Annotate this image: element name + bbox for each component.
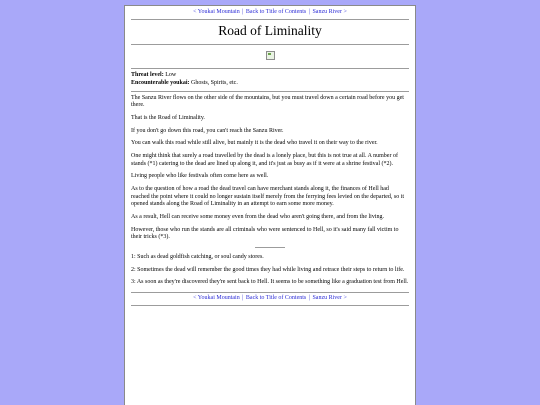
location-info (131, 69, 409, 90)
encounterable-youkai (131, 80, 409, 88)
footnote: 3: As soon as they're discovered they're sent back to Hell. It seems to be something like a graduation test from Hell. (131, 279, 409, 286)
footnotes (131, 254, 409, 287)
nav-separator: | (242, 294, 244, 301)
paragraph: The Sanzu River flows on the other side of the mountains, but you must travel down a certain road before you get there. (131, 94, 404, 109)
table-of-contents-link[interactable]: Back to Title of Contents (245, 294, 307, 301)
nav-separator: | (242, 9, 244, 15)
threat-level-value: Low (165, 72, 177, 79)
prev-page-link[interactable]: < Youkai Mountain (193, 294, 240, 301)
paragraph: If you don't go down this road, you can't reach the Sanzu River. (131, 127, 284, 134)
image-container (131, 45, 409, 69)
prev-page-link[interactable]: < Youkai Mountain (193, 9, 240, 15)
footnote-divider (255, 247, 285, 248)
page-title: Road of Liminality (218, 22, 322, 38)
bottom-navigation (131, 293, 409, 305)
paragraph: Living people who like festivals often come here as well. (131, 173, 269, 180)
footnote: 1: Such as dead goldfish catching, or soul candy stores. (131, 253, 264, 260)
paragraph: That is the Road of Liminality. (131, 114, 205, 121)
next-page-link[interactable]: Sanzu River > (312, 9, 347, 15)
paragraph: As a result, Hell can receive some money even from the dead who aren't going there, and from the living. (131, 213, 384, 220)
paragraph: You can walk this road while still alive, but mainly it is the dead who travel it on their way to the river. (131, 140, 378, 147)
top-navigation (131, 6, 409, 19)
threat-level (131, 72, 409, 80)
paragraph: One might think that surely a road travelled by the dead is a lonely place, but this is not true at all. A number of stands (*1) catering to the dead are lined up along it, and it's just as busy as if it were at a shrine festival (*2). (131, 152, 398, 167)
footnote: 2: Sometimes the dead will remember the good times they had while living and retrace their steps to return to life. (131, 266, 405, 273)
article-body (131, 92, 409, 242)
paragraph: However, those who run the stands are all criminals who were sentenced to Hell, so it's said many fall victim to their tricks (*3). (131, 226, 399, 241)
table-of-contents-link[interactable]: Back to Title of Contents (245, 9, 307, 15)
nav-separator: | (308, 294, 310, 301)
divider (131, 19, 409, 20)
page-container (124, 5, 416, 405)
youkai-label: Encounterable youkai: (131, 79, 190, 86)
next-page-link[interactable]: Sanzu River > (312, 294, 347, 301)
youkai-value: Ghosts, Spirits, etc. (191, 79, 238, 86)
divider (131, 305, 409, 306)
paragraph: As to the question of how a road the dead travel can have merchant stands along it, the finances of Hell had reached the point where it could no longer sustain itself merely from the ferrying fees levied on the departed, so it opened stands along the Road of Liminality in an attempt to earn some more money. (131, 185, 405, 208)
threat-level-label: Threat level: (131, 72, 164, 79)
broken-image-icon (266, 51, 275, 60)
nav-separator: | (308, 9, 310, 15)
